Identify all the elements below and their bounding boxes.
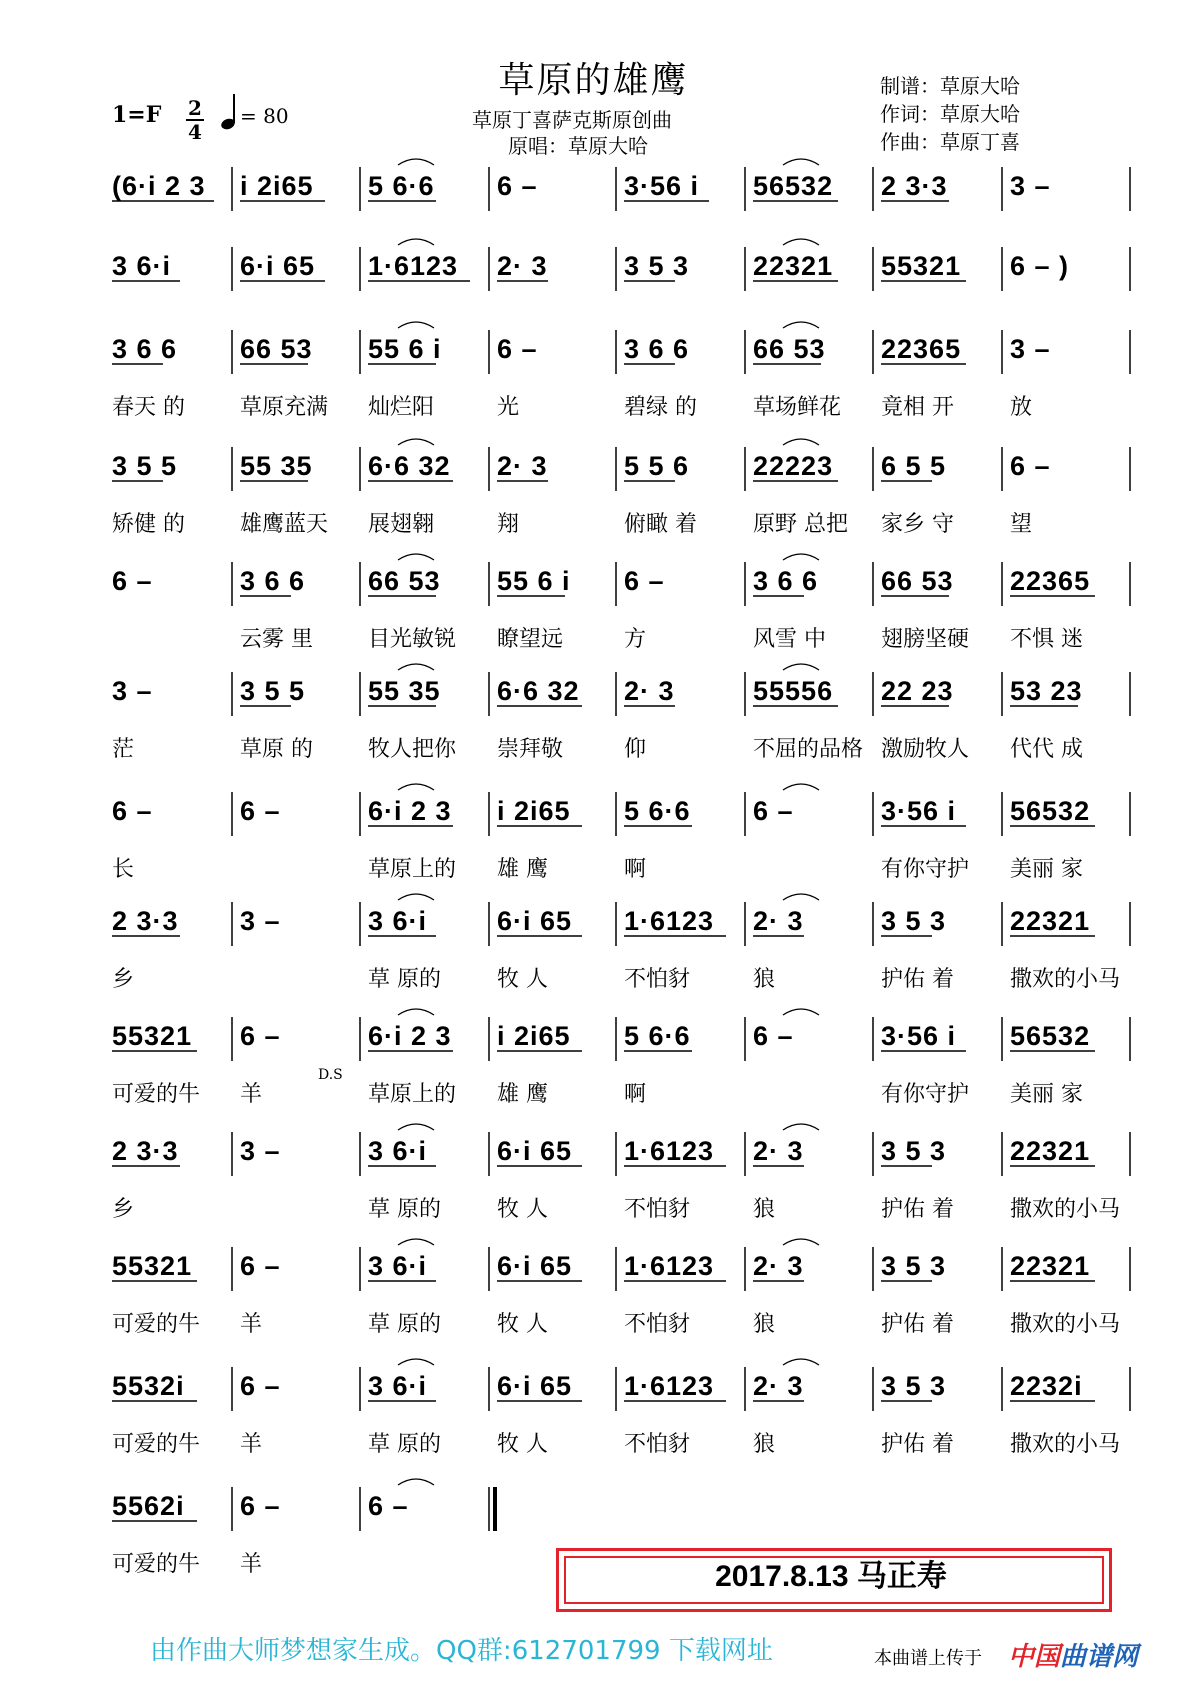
lyric: 方 xyxy=(624,627,647,652)
measure-notes: i 2i65 xyxy=(497,796,571,826)
measure-notes: 6 – xyxy=(112,796,153,826)
generator-footer: 由作曲大师梦想家生成。QQ群:612701799 下载网址 xyxy=(150,1636,773,1666)
lyric: 风雪 中 xyxy=(753,627,826,652)
measure-notes: 2· 3 xyxy=(497,451,548,481)
lyric: 羊 xyxy=(240,1312,263,1337)
measure-notes: 6 – xyxy=(497,334,538,364)
measure-notes: 6 – xyxy=(497,171,538,201)
measure-notes: 6 – xyxy=(240,1371,281,1401)
lyric: 放 xyxy=(1010,395,1033,420)
measure-notes: 2· 3 xyxy=(624,676,675,706)
measure-notes: 3 6·i xyxy=(368,1251,428,1281)
measure-notes: 3·56 i xyxy=(881,796,957,826)
measure-notes: 6 – xyxy=(1010,451,1051,481)
measure-notes: 1·6123 xyxy=(624,906,715,936)
measure-notes: 66 53 xyxy=(881,566,954,596)
lyric: 长 xyxy=(112,857,135,882)
measure-notes: 22321 xyxy=(1010,1251,1091,1281)
measure-notes: 6·i 65 xyxy=(497,1136,573,1166)
lyric: 草 原的 xyxy=(368,1312,441,1337)
lyric: 俯瞰 着 xyxy=(624,512,697,537)
score-row xyxy=(112,1479,495,1577)
measure-notes: 5532i xyxy=(112,1371,185,1401)
measure-notes: 55321 xyxy=(112,1251,193,1281)
measure-notes: 66 53 xyxy=(753,334,826,364)
measure-notes: 3 – xyxy=(1010,334,1051,364)
measure-notes: 6 – xyxy=(753,1021,794,1051)
score-row xyxy=(112,322,1130,420)
measure-notes: 6·i 2 3 xyxy=(368,1021,452,1051)
lyric: 草原 的 xyxy=(240,737,313,762)
lyric: 茫 xyxy=(112,737,135,762)
measure-notes: 1·6123 xyxy=(624,1136,715,1166)
lyric: 草原上的 xyxy=(368,857,457,882)
measure-notes: 6 – xyxy=(240,1021,281,1051)
lyric: 碧绿 的 xyxy=(624,395,697,420)
score-row xyxy=(112,159,1130,211)
lyric: 护佑 着 xyxy=(881,967,954,992)
lyric: 望 xyxy=(1010,512,1033,537)
measure-notes: 3 – xyxy=(240,1136,281,1166)
lyric: 牧 人 xyxy=(497,1432,548,1457)
slur xyxy=(783,439,819,445)
slur xyxy=(783,784,819,790)
key-signature: 1=F xyxy=(112,102,162,128)
uploaded-label: 本曲谱上传于 xyxy=(874,1648,982,1669)
score-row xyxy=(112,439,1130,537)
measure-notes: 2· 3 xyxy=(497,251,548,281)
measure-notes: 3 6·i xyxy=(112,251,172,281)
measure-notes: 6·6 32 xyxy=(368,451,451,481)
song-title: 草原的雄鹰 xyxy=(498,60,689,101)
lyric: 撒欢的小马 xyxy=(1010,1312,1121,1337)
measure-notes: 2· 3 xyxy=(753,1371,804,1401)
signature: 2017.8.13 马正寿 xyxy=(715,1560,947,1593)
slur xyxy=(398,1239,434,1245)
measure-notes: 55 6 i xyxy=(368,334,442,364)
lyric: 不屈的品格 xyxy=(753,737,864,762)
logo-red-text: 中国 xyxy=(1008,1642,1061,1672)
measure-notes: 22321 xyxy=(1010,906,1091,936)
lyric: 乡 xyxy=(112,1197,135,1222)
lyric: 狼 xyxy=(753,1432,776,1457)
lyric: 草 原的 xyxy=(368,1432,441,1457)
slur xyxy=(398,439,434,445)
lyric: 草 原的 xyxy=(368,967,441,992)
measure-notes: 3 6 6 xyxy=(624,334,690,364)
lyric: 牧人把你 xyxy=(368,737,457,762)
slur xyxy=(398,239,434,245)
measure-notes: 3 5 3 xyxy=(881,1371,947,1401)
slur xyxy=(398,1009,434,1015)
slur xyxy=(398,159,434,165)
lyric: 春天 的 xyxy=(112,395,185,420)
measure-notes: 53 23 xyxy=(1010,676,1083,706)
slur xyxy=(398,554,434,560)
slur xyxy=(783,1239,819,1245)
measure-notes: 3 – xyxy=(240,906,281,936)
score-row xyxy=(112,1124,1130,1222)
measure-notes: 5 6·6 xyxy=(624,796,691,826)
score-row xyxy=(112,664,1130,762)
measure-notes: 6 – xyxy=(112,566,153,596)
logo-blue-text: 曲谱网 xyxy=(1060,1642,1139,1672)
measure-notes: 6·i 65 xyxy=(497,906,573,936)
lyric: 啊 xyxy=(624,857,647,882)
slur xyxy=(783,1359,819,1365)
slur xyxy=(398,1359,434,1365)
lyric: 护佑 着 xyxy=(881,1197,954,1222)
measure-notes: 6·i 65 xyxy=(497,1251,573,1281)
measure-notes: 3 6·i xyxy=(368,906,428,936)
measure-notes: 3 5 3 xyxy=(624,251,690,281)
lyric: 撒欢的小马 xyxy=(1010,967,1121,992)
lyric: 牧 人 xyxy=(497,1312,548,1337)
measure-notes: 6 5 5 xyxy=(881,451,947,481)
lyric: 撒欢的小马 xyxy=(1010,1432,1121,1457)
lyric: 翔 xyxy=(497,512,520,537)
lyric: 草场鲜花 xyxy=(753,395,842,420)
lyric: 可爱的牛 xyxy=(112,1082,201,1107)
slur xyxy=(398,322,434,328)
lyric: 崇拜敬 xyxy=(497,737,564,762)
measure-notes: 2· 3 xyxy=(753,1251,804,1281)
measure-notes: 55321 xyxy=(881,251,962,281)
time-signature-bottom: 4 xyxy=(188,120,202,144)
lyric: 灿烂阳 xyxy=(368,395,435,420)
measure-notes: 3 5 5 xyxy=(240,676,306,706)
measure-notes: 3 5 3 xyxy=(881,1251,947,1281)
measure-notes: 55 6 i xyxy=(497,566,571,596)
measure-notes: 1·6123 xyxy=(624,1251,715,1281)
measure-notes: 6 – xyxy=(240,1251,281,1281)
measure-notes: 55556 xyxy=(753,676,834,706)
subtitle: 草原丁喜萨克斯原创曲 xyxy=(472,108,672,132)
lyric: 狼 xyxy=(753,1312,776,1337)
lyric: 羊 xyxy=(240,1432,263,1457)
credit-arranger: 制谱：草原大哈 xyxy=(880,74,1020,98)
slur xyxy=(783,1124,819,1130)
measure-notes: 55321 xyxy=(112,1021,193,1051)
score-row xyxy=(112,784,1130,882)
measure-notes: 1·6123 xyxy=(368,251,459,281)
slur xyxy=(783,1009,819,1015)
measure-notes: 3 5 3 xyxy=(881,1136,947,1166)
lyric: 美丽 家 xyxy=(1010,1082,1083,1107)
measure-notes: 6 – xyxy=(624,566,665,596)
lyric: 矫健 的 xyxy=(112,512,185,537)
measure-notes: 5 6·6 xyxy=(624,1021,691,1051)
lyric: 激励牧人 xyxy=(881,737,970,762)
measure-notes: 6 – xyxy=(240,796,281,826)
lyric: 瞭望远 xyxy=(497,627,564,652)
measure-notes: 22321 xyxy=(1010,1136,1091,1166)
score-row xyxy=(112,1239,1130,1337)
measure-notes: 3 6 6 xyxy=(240,566,306,596)
lyric: 云雾 里 xyxy=(240,627,313,652)
time-signature-top: 2 xyxy=(188,96,202,120)
measure-notes: 2 3·3 xyxy=(112,906,179,936)
lyric: 乡 xyxy=(112,967,135,992)
lyric: 目光敏锐 xyxy=(368,627,457,652)
credit-composer: 作曲：草原丁喜 xyxy=(880,130,1020,154)
lyric: 雄 鹰 xyxy=(497,1082,548,1107)
measure-notes: 2· 3 xyxy=(753,906,804,936)
measure-notes: 3 5 5 xyxy=(112,451,178,481)
score-row xyxy=(112,894,1130,992)
measure-notes: 3·56 i xyxy=(624,171,700,201)
measure-notes: 56532 xyxy=(1010,796,1091,826)
measure-notes: 6·i 65 xyxy=(497,1371,573,1401)
lyric: 可爱的牛 xyxy=(112,1552,201,1577)
lyric: 羊 xyxy=(240,1552,263,1577)
lyric: 美丽 家 xyxy=(1010,857,1083,882)
score-row xyxy=(112,239,1130,291)
measure-notes: 55 35 xyxy=(368,676,441,706)
lyric: 原野 总把 xyxy=(753,512,848,537)
measure-notes: 6·i 65 xyxy=(240,251,316,281)
measure-notes: 3 – xyxy=(1010,171,1051,201)
measure-notes: i 2i65 xyxy=(240,171,314,201)
measure-notes: 22223 xyxy=(753,451,834,481)
score-row xyxy=(112,554,1130,652)
lyric: 狼 xyxy=(753,967,776,992)
measure-notes: 55 35 xyxy=(240,451,313,481)
slur xyxy=(398,1479,434,1485)
lyric: 翅膀坚硬 xyxy=(881,627,970,652)
measure-notes: 22365 xyxy=(1010,566,1091,596)
lyric: 草原上的 xyxy=(368,1082,457,1107)
score-row xyxy=(112,1359,1130,1457)
measure-notes: 56532 xyxy=(753,171,834,201)
lyric: 有你守护 xyxy=(881,857,970,882)
measure-notes: 3 5 3 xyxy=(881,906,947,936)
slur xyxy=(398,894,434,900)
measure-notes: 3 6 6 xyxy=(753,566,819,596)
lyric: 展翅翱 xyxy=(368,512,435,537)
score-row xyxy=(112,1009,1130,1107)
measure-notes: 1·6123 xyxy=(624,1371,715,1401)
lyric: 不怕豺 xyxy=(624,1197,691,1222)
lyric: 可爱的牛 xyxy=(112,1312,201,1337)
lyric: 草原充满 xyxy=(240,395,329,420)
lyric: 撒欢的小马 xyxy=(1010,1197,1121,1222)
slur xyxy=(398,1124,434,1130)
lyric: 牧 人 xyxy=(497,1197,548,1222)
lyric: 不怕豺 xyxy=(624,1312,691,1337)
measure-notes: 6 – ) xyxy=(1010,251,1070,281)
lyric: 护佑 着 xyxy=(881,1312,954,1337)
lyric: 可爱的牛 xyxy=(112,1432,201,1457)
measure-notes: 2 3·3 xyxy=(881,171,948,201)
measure-notes: 6·6 32 xyxy=(497,676,580,706)
measure-notes: 22321 xyxy=(753,251,834,281)
measure-notes: 5562i xyxy=(112,1491,185,1521)
lyric: 仰 xyxy=(624,737,647,762)
slur xyxy=(783,554,819,560)
ds-mark: D.S xyxy=(318,1067,343,1083)
measure-notes: 6 – xyxy=(753,796,794,826)
lyric: 代代 成 xyxy=(1010,737,1083,762)
lyric: 有你守护 xyxy=(881,1082,970,1107)
measure-notes: 2 3·3 xyxy=(112,1136,179,1166)
measure-notes: (6·i 2 3 xyxy=(112,171,206,201)
measure-notes: 5 6·6 xyxy=(368,171,435,201)
lyric: 啊 xyxy=(624,1082,647,1107)
lyric: 光 xyxy=(497,395,520,420)
slur xyxy=(398,664,434,670)
measure-notes: 2232i xyxy=(1010,1371,1083,1401)
measure-notes: 3 6·i xyxy=(368,1371,428,1401)
site-logo[interactable] xyxy=(1008,1636,1138,1673)
tempo-marking: = 80 xyxy=(240,104,289,128)
slur xyxy=(783,894,819,900)
lyric: 不惧 迷 xyxy=(1010,627,1083,652)
lyric: 护佑 着 xyxy=(881,1432,954,1457)
lyric: 牧 人 xyxy=(497,967,548,992)
lyric: 羊 xyxy=(240,1082,263,1107)
measure-notes: 66 53 xyxy=(240,334,313,364)
measure-notes: 3 6 6 xyxy=(112,334,178,364)
original-singer: 原唱：草原大哈 xyxy=(508,134,648,158)
lyric: 不怕豺 xyxy=(624,967,691,992)
slur xyxy=(783,664,819,670)
lyric: 草 原的 xyxy=(368,1197,441,1222)
measure-notes: 6 – xyxy=(240,1491,281,1521)
measure-notes: 3·56 i xyxy=(881,1021,957,1051)
measure-notes: 66 53 xyxy=(368,566,441,596)
lyric: 狼 xyxy=(753,1197,776,1222)
measure-notes: i 2i65 xyxy=(497,1021,571,1051)
measure-notes: 5 5 6 xyxy=(624,451,690,481)
measure-notes: 2· 3 xyxy=(753,1136,804,1166)
measure-notes: 3 – xyxy=(112,676,153,706)
measure-notes: 56532 xyxy=(1010,1021,1091,1051)
credit-lyricist: 作词：草原大哈 xyxy=(880,102,1020,126)
lyric: 雄 鹰 xyxy=(497,857,548,882)
slur xyxy=(783,239,819,245)
lyric: 雄鹰蓝天 xyxy=(240,512,329,537)
measure-notes: 6 – xyxy=(368,1491,409,1521)
measure-notes: 22365 xyxy=(881,334,962,364)
slur xyxy=(783,159,819,165)
lyric: 家乡 守 xyxy=(881,512,954,537)
slur xyxy=(783,322,819,328)
measure-notes: 3 6·i xyxy=(368,1136,428,1166)
measure-notes: 22 23 xyxy=(881,676,954,706)
slur xyxy=(398,784,434,790)
measure-notes: 6·i 2 3 xyxy=(368,796,452,826)
lyric: 竟相 开 xyxy=(881,395,954,420)
lyric: 不怕豺 xyxy=(624,1432,691,1457)
